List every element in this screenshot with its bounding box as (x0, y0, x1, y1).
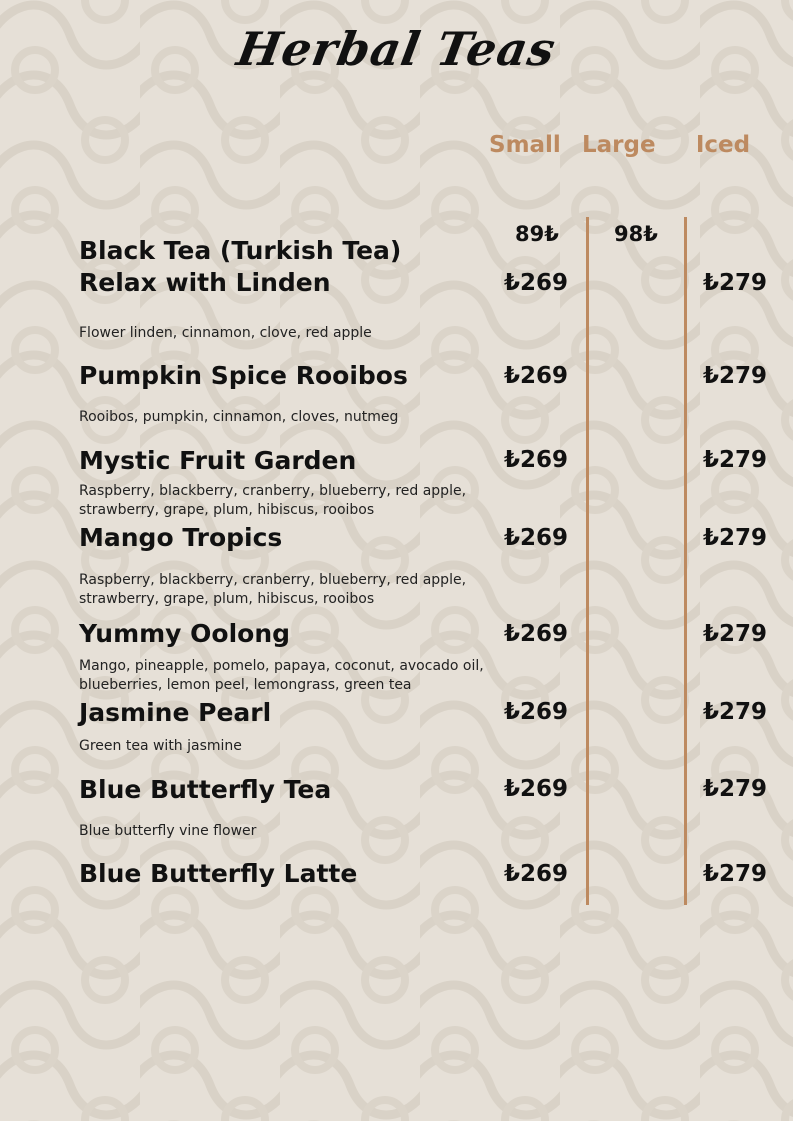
menu-item-name: Jasmine Pearl (79, 698, 272, 727)
menu-item-description: Raspberry, blackberry, cranberry, blueberry, red apple, strawberry, grape, plum, hibiscus, rooibos (79, 572, 467, 607)
price-iced: ₺279 (703, 447, 768, 473)
column-header-large: Large (582, 132, 656, 158)
menu-item-description: Blue butterfly vine flower (79, 823, 257, 839)
price-large: 98₺ (614, 222, 658, 246)
price-small: 89₺ (515, 222, 559, 246)
price-small: ₺269 (504, 776, 569, 802)
menu-item-description: Green tea with jasmine (79, 738, 242, 754)
price-iced: ₺279 (703, 776, 768, 802)
menu-item-name: Relax with Linden (79, 268, 331, 297)
menu-item-name: Mango Tropics (79, 523, 283, 552)
price-small: ₺269 (504, 699, 569, 725)
page-title: Herbal Teas (233, 22, 560, 76)
price-small: ₺269 (504, 363, 569, 389)
price-iced: ₺279 (703, 363, 768, 389)
column-header-small: Small (489, 132, 561, 158)
menu-item-name: Black Tea (Turkish Tea) (79, 236, 402, 265)
price-small: ₺269 (504, 525, 569, 551)
price-small: ₺269 (504, 447, 569, 473)
price-small: ₺269 (504, 621, 569, 647)
menu-item-name: Pumpkin Spice Rooibos (79, 361, 408, 390)
price-iced: ₺279 (703, 525, 768, 551)
price-small: ₺269 (504, 270, 569, 296)
menu-item-name: Blue Butterfly Tea (79, 775, 332, 804)
menu-item-description: Raspberry, blackberry, cranberry, blueberry, red apple, strawberry, grape, plum, hibiscus, rooibos (79, 483, 467, 518)
price-iced: ₺279 (703, 861, 768, 887)
column-header-iced: Iced (695, 132, 751, 158)
column-divider-large-iced (684, 217, 687, 905)
menu-item-name: Mystic Fruit Garden (79, 446, 357, 475)
menu-item-description: Flower linden, cinnamon, clove, red apple (79, 325, 372, 341)
price-iced: ₺279 (703, 270, 768, 296)
menu-item-description: Mango, pineapple, pomelo, papaya, coconut, avocado oil, blueberries, lemon peel, lemongrass, green tea (79, 658, 484, 693)
menu-item-name: Blue Butterfly Latte (79, 859, 358, 888)
price-iced: ₺279 (703, 621, 768, 647)
price-small: ₺269 (504, 861, 569, 887)
column-divider-small-large (586, 217, 589, 905)
menu-item-name: Yummy Oolong (79, 619, 291, 648)
price-iced: ₺279 (703, 699, 768, 725)
menu-item-description: Rooibos, pumpkin, cinnamon, cloves, nutmeg (79, 409, 399, 425)
